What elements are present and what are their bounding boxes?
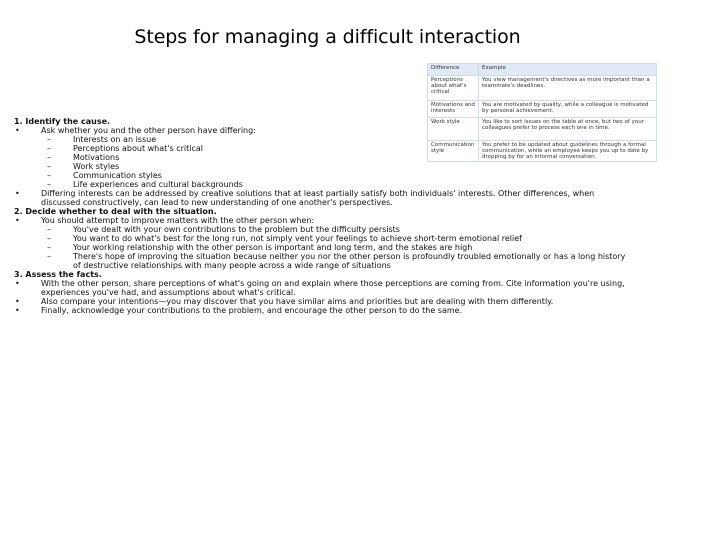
- table-cell: You are motivated by quality, while a colleague is motivated by personal achievement.: [479, 101, 657, 118]
- step-heading: 1. Identify the cause.: [14, 117, 111, 126]
- bullet-item: • With the other person, share perceptions of what's going on and explain where those perceptions are coming from. Cite information you're using, experiences you've had, and assumptions about what's critical.: [14, 279, 626, 297]
- table-cell: Work style: [428, 118, 479, 141]
- sub-item: – There's hope of improving the situation because neither you nor the other person is profoundly troubled emotionally or has a long history of destructive relationships with many people across a wide range of situations: [14, 252, 626, 270]
- sub-item: – Interests on an issue: [14, 135, 626, 144]
- table-row: [428, 101, 657, 118]
- page-title: Steps for managing a difficult interaction: [134, 25, 521, 48]
- steps-content: [14, 117, 626, 315]
- table-cell: You prefer to be updated about guidelines through a formal communication, while an employee keeps you up to date by dropping by for an informal conversation.: [479, 141, 657, 162]
- sub-item: – Work styles: [14, 162, 626, 171]
- sub-item: – You want to do what's best for the long run, not simply vent your feelings to achieve short-term emotional relief: [14, 234, 626, 243]
- table-cell: Perceptions about what's critical: [428, 76, 479, 101]
- table-row: [428, 76, 657, 101]
- table-header-cell: Example: [479, 64, 657, 76]
- table-header-cell: Difference: [428, 64, 479, 76]
- sub-item: – Motivations: [14, 153, 626, 162]
- sub-item: – Your working relationship with the other person is important and long term, and the stakes are high: [14, 243, 626, 252]
- table-cell: You view management's directives as more important than a teammate's deadlines.: [479, 76, 657, 101]
- bullet-item: • Also compare your intentions—you may discover that you have similar aims and priorities but are dealing with them differently.: [14, 297, 626, 306]
- bullet-item: • You should attempt to improve matters with the other person when:: [14, 216, 626, 225]
- sub-item: – You've dealt with your own contributions to the problem but the difficulty persists: [14, 225, 626, 234]
- bullet-item: • Finally, acknowledge your contributions to the problem, and encourage the other person to do the same.: [14, 306, 626, 315]
- step-heading: 3. Assess the facts.: [14, 270, 102, 279]
- table-header-row: [428, 64, 657, 76]
- sub-item: – Life experiences and cultural backgrounds: [14, 180, 626, 189]
- table-cell: You like to sort issues on the table at once, but two of your colleagues prefer to process each one in time.: [479, 118, 657, 141]
- bullet-item: • Differing interests can be addressed by creative solutions that at least partially satisfy both individuals' interests. Other differences, when discussed constructively, can lead to new understanding of one another's perspectives.: [14, 189, 626, 207]
- sub-item: – Communication styles: [14, 171, 626, 180]
- step-heading: 2. Decide whether to deal with the situation.: [14, 207, 217, 216]
- table-cell: Motivations and interests: [428, 101, 479, 118]
- bullet-item: • Ask whether you and the other person have differing:: [14, 126, 626, 135]
- table-cell: Communication style: [428, 141, 479, 162]
- sub-item: – Perceptions about what's critical: [14, 144, 626, 153]
